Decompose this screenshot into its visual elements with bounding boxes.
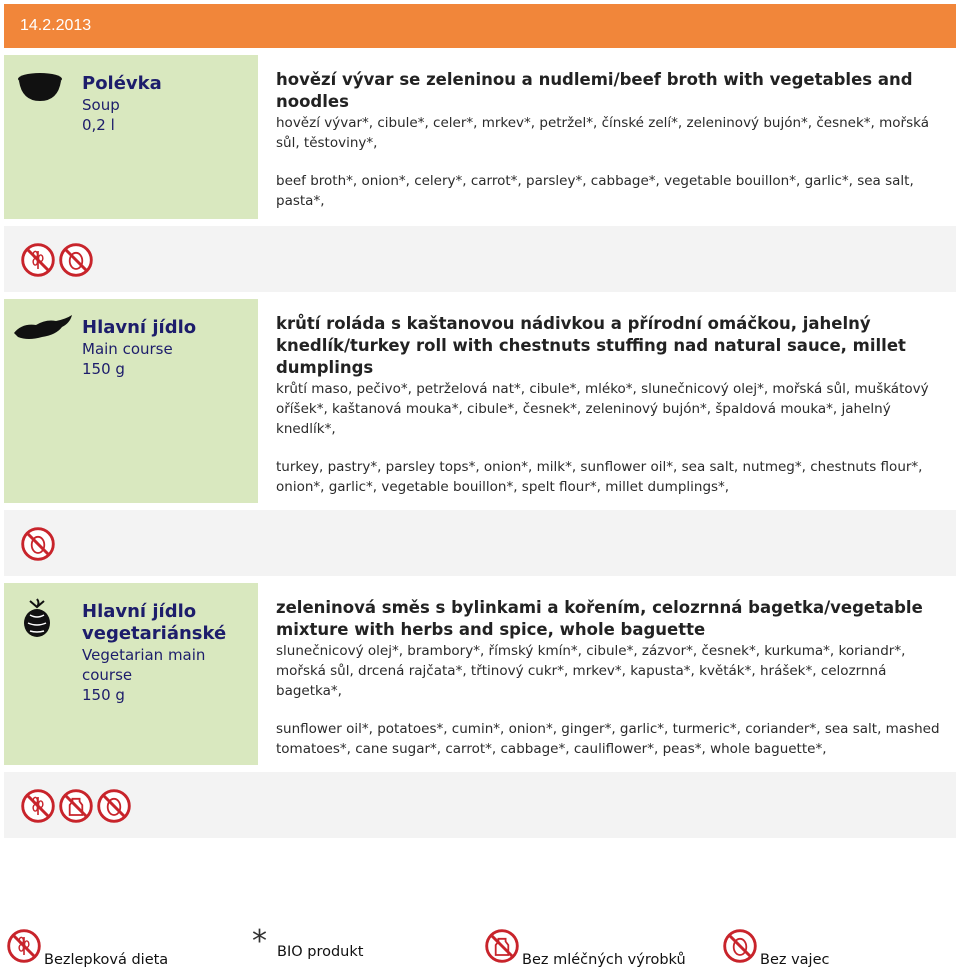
menu-date: 14.2.2013 [20, 17, 92, 34]
ingredients-cz: hovězí vývar*, cibule*, celer*, mrkev*, petržel*, čínské zelí*, zeleninový bujón*, česnek*, mořská sůl, těstoviny*, [276, 115, 929, 151]
soup-bowl-icon [14, 67, 66, 107]
course-portion: 150 g [82, 686, 125, 704]
allergen-row-main [4, 510, 956, 576]
course-description-main [262, 299, 956, 503]
legend-egg-free [722, 928, 830, 968]
no-gluten-icon [6, 928, 42, 964]
no-milk-icon [484, 928, 520, 964]
dish-title: krůtí roláda s kaštanovou nádivkou a přírodní omáčkou, jahelný knedlík/turkey roll with chestnuts stuffing nad natural sauce, millet dumplings [276, 314, 906, 377]
course-category-vegetarian [4, 583, 258, 765]
dish-title: zeleninová směs s bylinkami a kořením, celozrnná bagetka/vegetable mixture with herbs and spice, whole baguette [276, 598, 923, 639]
course-category-subtitle: Soup [82, 96, 120, 114]
no-egg-icon [20, 526, 56, 562]
legend-gluten-free [6, 928, 169, 968]
legend-label: Bez vajec [760, 952, 830, 968]
course-category-soup [4, 55, 258, 219]
dish-title: hovězí vývar se zeleninou a nudlemi/beef broth with vegetables and noodles [276, 70, 913, 111]
date-header [4, 4, 956, 48]
course-category-name: Polévka [82, 73, 162, 94]
course-category-main [4, 299, 258, 503]
allergen-row-vegetarian [4, 772, 956, 838]
legend-bio [252, 924, 364, 960]
course-category-name: Hlavní jídlo vegetariánské [82, 601, 227, 644]
legend-label: BIO produkt [277, 944, 364, 960]
allergen-legend [0, 924, 960, 970]
course-description-vegetarian [262, 583, 956, 765]
legend-milk-free [484, 928, 686, 968]
ingredients-en: beef broth*, onion*, celery*, carrot*, parsley*, cabbage*, vegetable bouillon*, garlic*, sea salt, pasta*, [276, 173, 914, 209]
course-category-name: Hlavní jídlo [82, 317, 197, 338]
bio-asterisk-icon: * [252, 924, 267, 959]
no-gluten-icon [20, 242, 56, 278]
no-milk-icon [58, 788, 94, 824]
legend-label: Bezlepková dieta [44, 952, 169, 968]
no-gluten-icon [20, 788, 56, 824]
ingredients-cz: slunečnicový olej*, brambory*, římský kmín*, cibule*, zázvor*, česnek*, kurkuma*, koriandr*, mořská sůl, drcená rajčata*, třtinový cukr*, mrkev*, kapusta*, květák*, hrášek*, celozrnná bagetka*, [276, 643, 906, 699]
course-description-soup [262, 55, 956, 219]
allergen-row-soup [4, 226, 956, 292]
ingredients-en: sunflower oil*, potatoes*, cumin*, onion*, ginger*, garlic*, turmeric*, coriander*, sea salt, mashed tomatoes*, cane sugar*, carrot*, cabbage*, cauliflower*, peas*, whole baguette*, [276, 721, 940, 757]
course-category-subtitle: Main course [82, 340, 173, 358]
course-category-subtitle: Vegetarian main course [82, 646, 206, 684]
course-portion: 150 g [82, 360, 125, 378]
ingredients-en: turkey, pastry*, parsley tops*, onion*, milk*, sunflower oil*, sea salt, nutmeg*, chestnuts flour*, onion*, garlic*, vegetable bouillon*, spelt flour*, millet dumplings*, [276, 459, 923, 495]
no-egg-icon [58, 242, 94, 278]
vegetable-icon [20, 597, 54, 639]
no-egg-icon [722, 928, 758, 964]
turkey-icon [12, 313, 74, 343]
no-egg-icon [96, 788, 132, 824]
course-portion: 0,2 l [82, 116, 115, 134]
ingredients-cz: krůtí maso, pečivo*, petrželová nat*, cibule*, mléko*, slunečnicový olej*, mořská sůl, muškátový oříšek*, kaštanová mouka*, cibule*, česnek*, zeleninový bujón*, špaldová mouka*, jahelný knedlík*, [276, 381, 929, 437]
legend-label: Bez mléčných výrobků [522, 952, 686, 968]
